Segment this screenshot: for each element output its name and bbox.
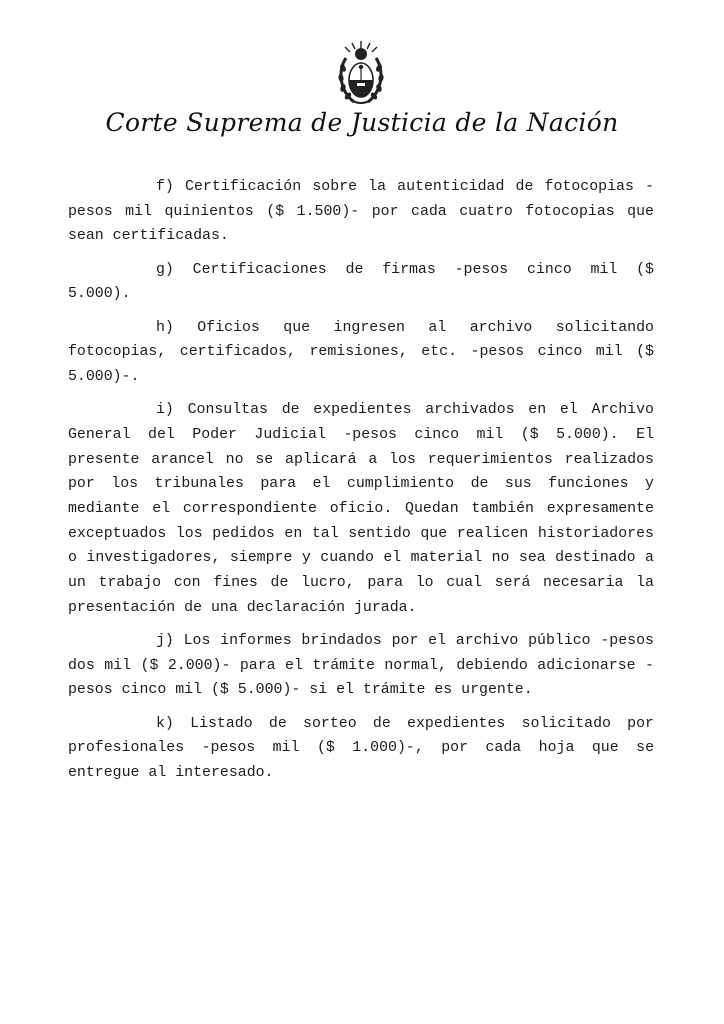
paragraph-i: i) Consultas de expedientes archivados en el Archivo General del Poder Judicial -pesos cinco mil ($ 5.000). El presente arancel no se aplicará a los requerimientos realizados por los tribunales para el cumplimiento de sus funciones y mediante el correspondiente oficio. Quedan también expresamente exceptuados los pedidos en tal sentido que realicen historiadores o investigadores, siempre y cuando el material no sea destinado a un trabajo con fines de lucro, para lo cual será necesaria la presentación de una declaración jurada.	[68, 402, 654, 616]
document-body	[68, 175, 654, 794]
paragraph-k: k) Listado de sorteo de expedientes solicitado por profesionales -pesos mil ($ 1.000)-, por cada hoja que se entregue al interesado.	[68, 715, 654, 781]
paragraph-f: f) Certificación sobre la autenticidad de fotocopias -pesos mil quinientos ($ 1.500)- por cada cuatro fotocopias que sean certificadas.	[68, 179, 654, 245]
court-name-heading: Corte Suprema de Justicia de la Nación	[105, 108, 619, 137]
national-coat-of-arms-icon	[336, 40, 386, 110]
paragraph-g: g) Certificaciones de firmas -pesos cinco mil ($ 5.000).	[68, 261, 654, 303]
paragraph-j: j) Los informes brindados por el archivo público -pesos dos mil ($ 2.000)- para el trámite normal, debiendo adicionarse -pesos cinco mil ($ 5.000)- si el trámite es urgente.	[68, 632, 654, 699]
paragraph-h: h) Oficios que ingresen al archivo solicitando fotocopias, certificados, remisiones, etc. -pesos cinco mil ($ 5.000)-.	[68, 319, 654, 385]
